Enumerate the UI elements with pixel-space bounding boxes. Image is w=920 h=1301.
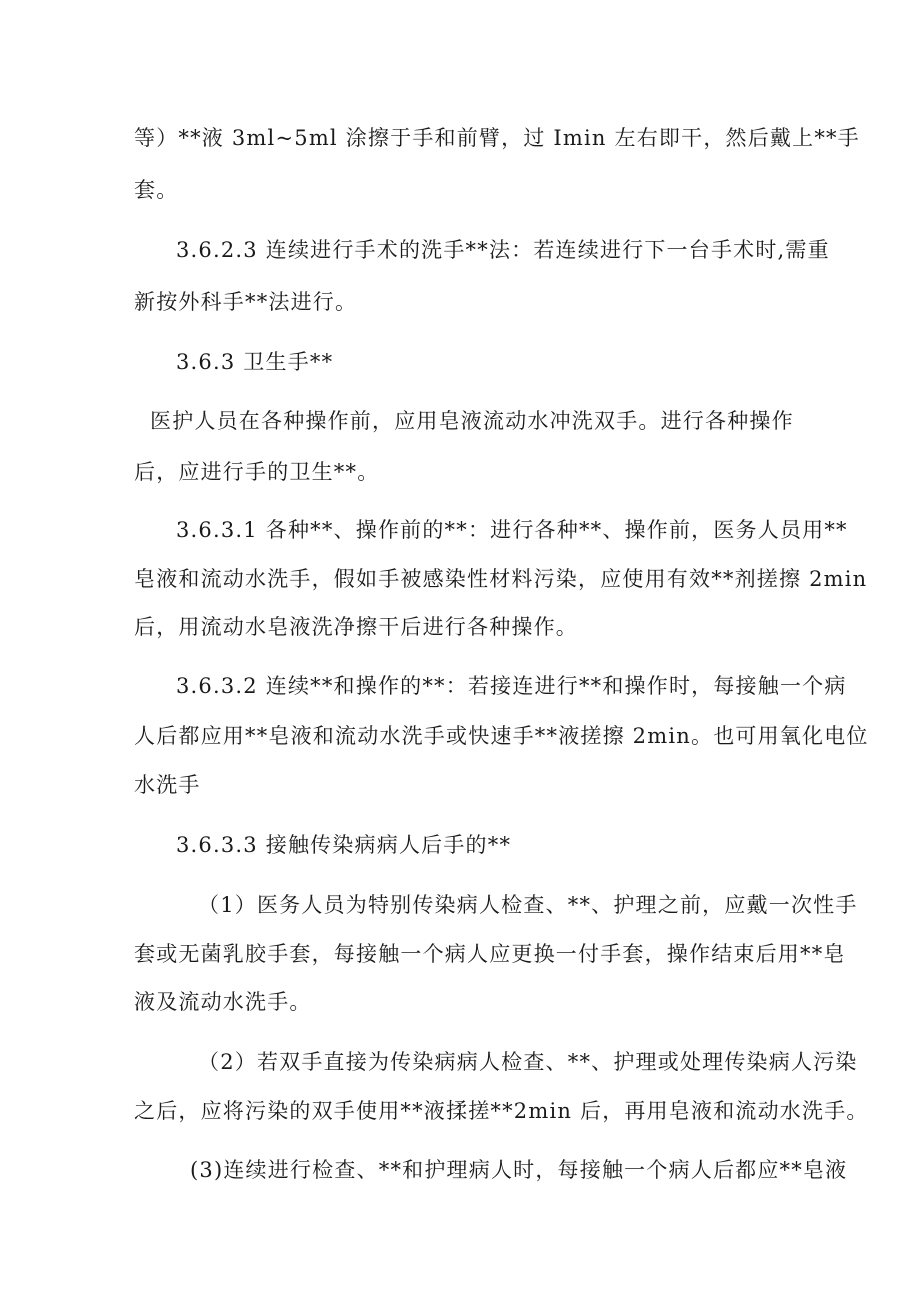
section-heading-3-6-3: 3.6.3 卫生手** xyxy=(176,350,334,374)
section-heading-3-6-3-1: 3.6.3.1 各种**、操作前的**：进行各种**、操作前，医务人员用** xyxy=(176,518,848,542)
text-line: 新按外科手**法进行。 xyxy=(134,290,358,314)
list-item-1: （1）医务人员为特别传染病人检查、**、护理之前，应戴一次性手 xyxy=(198,893,858,917)
section-heading-3-6-3-2: 3.6.3.2 连续**和操作的**：若接连进行**和操作时，每接触一个病 xyxy=(176,674,847,698)
section-heading-3-6-2-3: 3.6.2.3 连续进行手术的洗手**法：若连续进行下一台手术时,需重 xyxy=(176,238,830,262)
section-heading-3-6-3-3: 3.6.3.3 接触传染病病人后手的** xyxy=(176,833,512,857)
text-line: 液及流动水洗手。 xyxy=(134,990,312,1014)
text-line: 后，用流动水皂液洗净擦干后进行各种操作。 xyxy=(134,615,578,639)
text-line: 皂液和流动水洗手，假如手被感染性材料污染，应使用有效**剂搓擦 2min xyxy=(134,567,868,591)
text-line: 等）**液 3ml~5ml 涂擦于手和前臂，过 Imin 左右即干，然后戴上**手 xyxy=(134,126,860,150)
text-line: 之后，应将污染的双手使用**液揉搓**2min 后，再用皂液和流动水洗手。 xyxy=(134,1099,869,1123)
list-item-2: （2）若双手直接为传染病病人检查、**、护理或处理传染病人污染 xyxy=(198,1050,858,1074)
text-line: 套或无菌乳胶手套，每接触一个病人应更换一付手套，操作结束后用**皂 xyxy=(134,942,846,966)
text-line: 后，应进行手的卫生**。 xyxy=(134,460,380,484)
text-line: 人后都应用**皂液和流动水洗手或快速手**液搓擦 2min。也可用氧化电位 xyxy=(134,724,869,748)
text-line: 医护人员在各种操作前，应用皂液流动水冲洗双手。进行各种操作 xyxy=(150,409,794,433)
list-item-3: (3)连续进行检查、**和护理病人时，每接触一个病人后都应**皂液 xyxy=(190,1158,848,1182)
text-line: 水洗手 xyxy=(134,773,201,797)
text-line: 套。 xyxy=(134,178,179,202)
